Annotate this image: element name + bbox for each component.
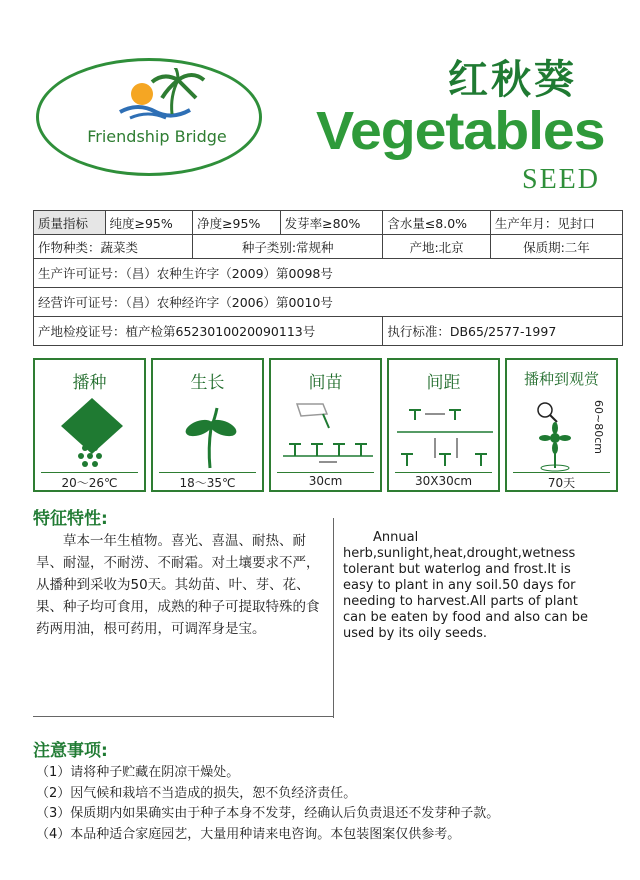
logo-text: Friendship Bridge	[87, 127, 227, 146]
table-cell: 质量指标	[34, 211, 106, 235]
en-line: easy to plant in any soil.50 days for	[343, 578, 576, 593]
table-row	[34, 235, 623, 259]
title-english: Vegetables	[316, 101, 605, 161]
seed-label: SEED	[522, 164, 600, 195]
spacing-icon	[395, 400, 495, 470]
info-table	[33, 210, 623, 346]
table-cell: 产地:北京	[383, 235, 491, 259]
palm-sun-icon	[112, 68, 208, 130]
list-item: （4）本品种适合家庭园艺，大量用种请来电咨询。本包装图案仅供参考。	[36, 826, 461, 842]
list-item: （3）保质期内如果确实由于种子本身不发芽，经确认后负责退还不发芽种子款。	[36, 806, 500, 821]
table-row	[34, 211, 623, 235]
table-cell: 生产年月：见封口	[490, 211, 622, 235]
stage-title: 间苗	[308, 373, 343, 393]
stage-title: 间距	[426, 373, 461, 393]
table-cell: 执行标准：DB65/2577-1997	[383, 317, 623, 346]
en-line: needing to harvest.All parts of plant	[343, 594, 578, 609]
thinning-icon	[279, 400, 377, 470]
en-line: can be eaten by food and also can be	[343, 610, 589, 625]
features-chinese: 草本一年生植物。喜光、喜温、耐热、耐旱、耐湿，不耐涝、不耐霜。对土壤要求不严，从播种到采收为50天。其幼苗、叶、芽、花、果、种子均可食用，成熟的种子可提取特殊的食药两用油，根可药用，可调浑身是宝。	[36, 533, 320, 637]
stage-title: 生长	[190, 373, 225, 393]
table-cell: 生产许可证号：（昌）农种生许字（2009）第0098号	[34, 259, 623, 288]
notes-title: 注意事项:	[33, 741, 108, 761]
stage-card-spacing	[387, 358, 500, 492]
list-item: （1）请将种子贮藏在阴凉干燥处。	[36, 765, 240, 780]
sprout-icon	[175, 398, 245, 470]
en-line: used by its oily seeds.	[343, 626, 488, 641]
table-row	[34, 317, 623, 346]
stage-card-thinning	[269, 358, 382, 492]
height-label: 60~80cm	[592, 400, 605, 454]
stage-title: 播种	[72, 373, 107, 393]
table-cell: 发芽率≥80%	[280, 211, 383, 235]
stage-temperature: 18～35℃	[179, 476, 236, 490]
stage-title: 播种到观赏	[523, 370, 599, 388]
table-cell: 产地检疫证号：植产检第6523010020090113号	[34, 317, 383, 346]
title-chinese: 红秋葵	[448, 57, 577, 103]
en-line: Annual	[373, 530, 419, 545]
table-row	[34, 288, 623, 317]
stage-card-growing	[151, 358, 264, 492]
table-cell: 作物种类：蔬菜类	[34, 235, 193, 259]
features-english	[343, 530, 613, 642]
table-cell: 含水量≤8.0%	[383, 211, 491, 235]
table-cell: 种子类别:常规种	[193, 235, 383, 259]
flower-magnifier-icon	[527, 398, 587, 472]
stage-days: 70天	[547, 476, 576, 490]
seed-bag-icon	[57, 396, 127, 468]
list-item: （2）因气候和栽培不当造成的损失，恕不负经济责任。	[36, 785, 357, 801]
table-cell: 经营许可证号：（昌）农种经许字（2006）第0010号	[34, 288, 623, 317]
table-cell: 净度≥95%	[193, 211, 281, 235]
table-cell: 保质期:二年	[490, 235, 622, 259]
en-line: tolerant but waterlog and frost.It is	[343, 562, 571, 577]
stage-card-flowering	[505, 358, 618, 492]
stage-temperature: 20～26℃	[61, 476, 118, 490]
features-title: 特征特性:	[33, 509, 108, 529]
stage-card-sowing	[33, 358, 146, 492]
notes-list	[36, 763, 626, 845]
table-cell: 纯度≥95%	[105, 211, 193, 235]
stage-distance: 30cm	[308, 474, 343, 488]
stage-distance: 30X30cm	[414, 474, 473, 488]
en-line: herb,sunlight,heat,drought,wetness	[343, 546, 576, 561]
table-row	[34, 259, 623, 288]
